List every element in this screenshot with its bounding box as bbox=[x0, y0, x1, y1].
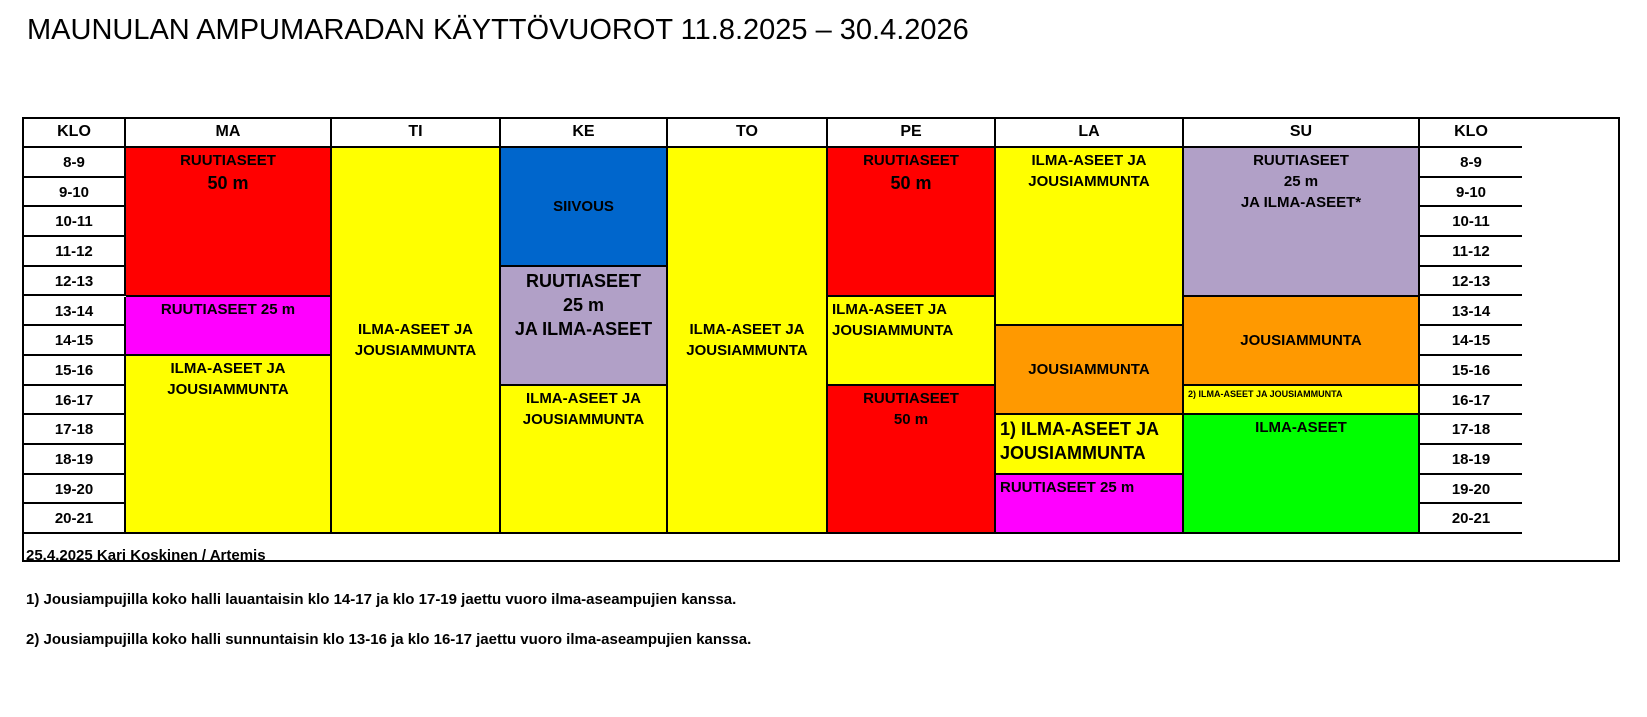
time-label-left: 15-16 bbox=[24, 356, 126, 386]
booking-text: ILMA-ASEET JA bbox=[832, 300, 948, 318]
booking-text: 50 m bbox=[893, 410, 929, 428]
day-header-pe: PE bbox=[828, 119, 996, 148]
booking-pe-16-21 bbox=[828, 386, 996, 535]
time-label-right: 12-13 bbox=[1420, 267, 1522, 297]
booking-text: 25 m bbox=[562, 294, 605, 315]
booking-text: JOUSIAMMUNTA bbox=[1028, 361, 1150, 379]
time-label-right: 8-9 bbox=[1420, 148, 1522, 178]
booking-text: 25 m bbox=[1283, 173, 1319, 190]
booking-la-14-17 bbox=[996, 326, 1184, 415]
time-label-right: 14-15 bbox=[1420, 326, 1522, 356]
schedule-grid bbox=[22, 117, 1620, 562]
time-label-right: 10-11 bbox=[1420, 207, 1522, 237]
time-label-right: 13-14 bbox=[1420, 297, 1522, 327]
time-label-left: 17-18 bbox=[24, 415, 126, 445]
booking-text: ILMA-ASEET JA bbox=[1031, 152, 1147, 169]
page-title: MAUNULAN AMPUMARADAN KÄYTTÖVUOROT 11.8.2025 – 30.4.2026 bbox=[27, 14, 969, 46]
klo-header-left: KLO bbox=[24, 119, 126, 148]
booking-su-17-21 bbox=[1184, 415, 1420, 534]
time-label-right: 20-21 bbox=[1420, 504, 1522, 534]
booking-text: 1) ILMA-ASEET JA bbox=[1000, 419, 1160, 440]
time-label-left: 16-17 bbox=[24, 386, 126, 416]
booking-text: JOUSIAMMUNTA bbox=[832, 321, 954, 339]
booking-text: JA ILMA-ASEET* bbox=[1240, 194, 1362, 211]
booking-ma-8-13 bbox=[126, 148, 332, 297]
booking-text: RUUTIASEET bbox=[863, 152, 959, 169]
time-label-left: 8-9 bbox=[24, 148, 126, 178]
footer-note-1: 1) Jousiampujilla koko halli lauantaisin klo 14-17 ja klo 17-19 jaettu vuoro ilma-aseampujien kanssa. bbox=[26, 591, 737, 608]
booking-text: ILMA-ASEET JA bbox=[170, 359, 286, 377]
booking-text: RUUTIASEET 25 m bbox=[1000, 478, 1135, 496]
time-label-left: 12-13 bbox=[24, 267, 126, 297]
time-label-right: 15-16 bbox=[1420, 356, 1522, 386]
booking-text: RUUTIASEET bbox=[1253, 152, 1349, 169]
booking-text: JOUSIAMMUNTA bbox=[1240, 331, 1362, 349]
klo-header-right: KLO bbox=[1420, 119, 1522, 148]
time-label-left: 9-10 bbox=[24, 178, 126, 208]
booking-text: SIIVOUS bbox=[553, 197, 614, 215]
booking-su-8-13 bbox=[1184, 148, 1420, 297]
booking-text: ILMA-ASEET bbox=[1255, 419, 1347, 437]
booking-text: JOUSIAMMUNTA bbox=[1000, 443, 1146, 464]
time-label-left: 11-12 bbox=[24, 237, 126, 267]
day-header-ti: TI bbox=[332, 119, 501, 148]
time-label-right: 17-18 bbox=[1420, 415, 1522, 445]
booking-text: 50 m bbox=[207, 173, 249, 193]
booking-ke-16-21 bbox=[501, 386, 668, 535]
booking-pe-13-16 bbox=[828, 297, 996, 386]
time-label-right: 18-19 bbox=[1420, 445, 1522, 475]
booking-text: RUUTIASEET bbox=[180, 152, 276, 169]
day-header-ma: MA bbox=[126, 119, 332, 148]
time-label-right: 19-20 bbox=[1420, 475, 1522, 505]
booking-text: JOUSIAMMUNTA bbox=[354, 342, 477, 360]
booking-to-8-21 bbox=[668, 148, 828, 534]
booking-ma-13-15 bbox=[126, 297, 332, 356]
booking-text: ILMA-ASEET JA bbox=[689, 321, 805, 339]
booking-text: 50 m bbox=[890, 173, 932, 193]
footer-date-author: 25.4.2025 Kari Koskinen / Artemis bbox=[26, 547, 266, 564]
booking-text: 2) ILMA-ASEET JA JOUSIAMMUNTA bbox=[1188, 388, 1343, 399]
time-label-left: 18-19 bbox=[24, 445, 126, 475]
booking-pe-8-13 bbox=[828, 148, 996, 297]
day-header-ke: KE bbox=[501, 119, 668, 148]
footer-note-2: 2) Jousiampujilla koko halli sunnuntaisin klo 13-16 ja klo 16-17 jaettu vuoro ilma-aseampujien kanssa. bbox=[26, 631, 752, 648]
booking-text: JOUSIAMMUNTA bbox=[686, 342, 808, 360]
booking-text: JOUSIAMMUNTA bbox=[1028, 173, 1150, 190]
booking-ke-8-12 bbox=[501, 148, 668, 267]
booking-ke-12-16 bbox=[501, 267, 668, 386]
booking-ma-15-21 bbox=[126, 356, 332, 534]
booking-su-16-17 bbox=[1184, 386, 1420, 416]
booking-su-13-16 bbox=[1184, 297, 1420, 386]
day-header-su: SU bbox=[1184, 119, 1420, 148]
booking-la-8-14 bbox=[996, 148, 1184, 326]
booking-ti-8-21 bbox=[332, 148, 501, 534]
booking-la-19-21 bbox=[996, 475, 1184, 534]
booking-text: RUUTIASEET bbox=[863, 389, 959, 407]
booking-text: RUUTIASEET 25 m bbox=[160, 300, 296, 318]
time-label-right: 9-10 bbox=[1420, 178, 1522, 208]
time-label-left: 14-15 bbox=[24, 326, 126, 356]
time-label-right: 11-12 bbox=[1420, 237, 1522, 267]
booking-la-17-19 bbox=[996, 415, 1184, 474]
booking-text: ILMA-ASEET JA bbox=[525, 389, 641, 407]
time-label-left: 20-21 bbox=[24, 504, 126, 534]
time-label-left: 19-20 bbox=[24, 475, 126, 505]
day-header-to: TO bbox=[668, 119, 828, 148]
time-label-left: 10-11 bbox=[24, 207, 126, 237]
booking-text: JOUSIAMMUNTA bbox=[522, 410, 645, 428]
day-header-la: LA bbox=[996, 119, 1184, 148]
booking-text: JOUSIAMMUNTA bbox=[167, 380, 289, 398]
booking-text: JA ILMA-ASEET bbox=[514, 318, 653, 339]
booking-text: ILMA-ASEET JA bbox=[357, 321, 473, 339]
booking-text: RUUTIASEET bbox=[525, 270, 641, 291]
time-label-left: 13-14 bbox=[24, 297, 126, 327]
time-label-right: 16-17 bbox=[1420, 386, 1522, 416]
